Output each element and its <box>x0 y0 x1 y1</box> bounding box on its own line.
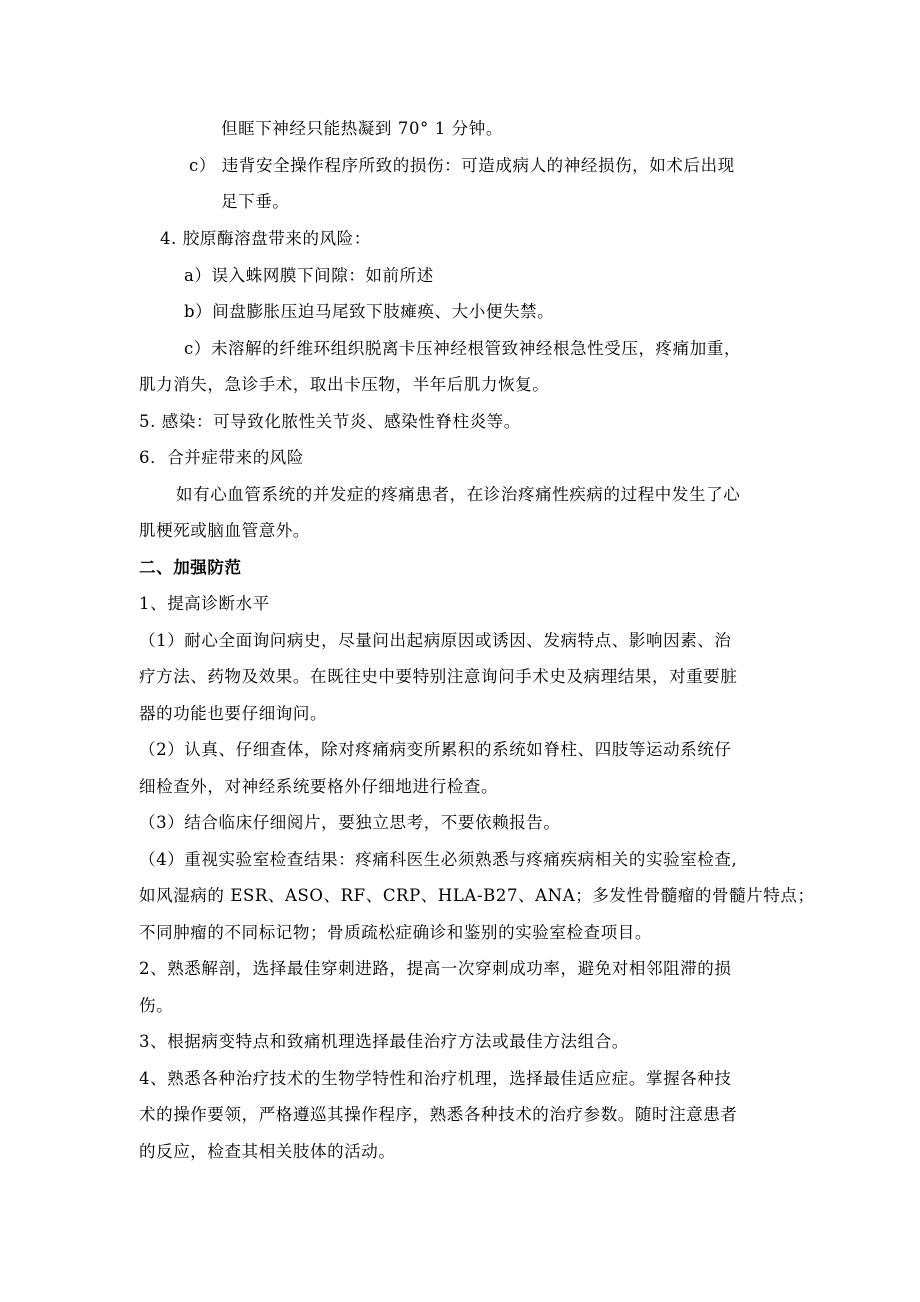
text-line: 3、根据病变特点和致痛机理选择最佳治疗方法或最佳方法组合。 <box>139 1032 629 1051</box>
text-line: 术的操作要领，严格遵巡其操作程序，熟悉各种技术的治疗参数。随时注意患者 <box>139 1105 738 1124</box>
text-line: 如有心血管系统的并发症的疼痛患者，在诊治疼痛性疾病的过程中发生了心 <box>176 485 741 504</box>
text-line: （3）结合临床仔细阅片，要独立思考，不要依赖报告。 <box>139 813 561 832</box>
text-line: 的反应，检查其相关肢体的活动。 <box>139 1142 396 1161</box>
section-heading: 二、加强防范 <box>139 558 242 577</box>
subsection-heading: 1、提高诊断水平 <box>139 594 270 613</box>
text-line: （4）重视实验室检查结果：疼痛科医生必须熟悉与疼痛疾病相关的实验室检查, <box>139 850 738 869</box>
text-line: 不同肿瘤的不同标记物；骨质疏松症确诊和鉴别的实验室检查项目。 <box>139 923 652 942</box>
text-line: 4. 胶原酶溶盘带来的风险： <box>160 229 371 248</box>
text-line: 6．合并症带来的风险 <box>139 448 304 467</box>
text-line: 器的功能也要仔细询问。 <box>139 704 328 723</box>
text-line: （2）认真、仔细查体，除对疼痛病变所累积的系统如脊柱、四肢等运动系统仔 <box>139 740 732 759</box>
text-line: 疗方法、药物及效果。在既往史中要特别注意询问手术史及病理结果，对重要脏 <box>139 667 738 686</box>
text-line: 肌力消失，急诊手术，取出卡压物，半年后肌力恢复。 <box>139 375 550 394</box>
text-line: 2、熟悉解剖，选择最佳穿刺进路，提高一次穿刺成功率，避免对相邻阻滞的损 <box>139 959 732 978</box>
text-line: （1）耐心全面询问病史，尽量问出起病原因或诱因、发病特点、影响因素、治 <box>139 631 732 650</box>
text-line: 伤。 <box>139 996 174 1015</box>
text-line: c）未溶解的纤维环组织脱离卡压神经根管致神经根急性受压，疼痛加重， <box>184 339 742 358</box>
text-line: 但眶下神经只能热凝到 70° 1 分钟。 <box>221 119 503 138</box>
text-line: a）误入蛛网膜下间隙：如前所述 <box>184 266 434 285</box>
text-line: 4、熟悉各种治疗技术的生物学特性和治疗机理，选择最佳适应症。掌握各种技 <box>139 1069 732 1088</box>
text-line: c） 违背安全操作程序所致的损伤：可造成病人的神经损伤，如术后出现 <box>189 156 735 175</box>
text-line: b）间盘膨胀压迫马尾致下肢瘫痪、大小便失禁。 <box>184 302 555 321</box>
text-line: 5. 感染：可导致化脓性关节炎、感染性脊柱炎等。 <box>139 412 521 431</box>
text-line: 足下垂。 <box>221 192 290 211</box>
text-line: 细检查外，对神经系统要格外仔细地进行检查。 <box>139 777 499 796</box>
text-line: 肌梗死或脑血管意外。 <box>139 521 310 540</box>
text-line: 如风湿病的 ESR、ASO、RF、CRP、HLA-B27、ANA；多发性骨髓瘤的骨髓片特点； <box>139 886 815 905</box>
